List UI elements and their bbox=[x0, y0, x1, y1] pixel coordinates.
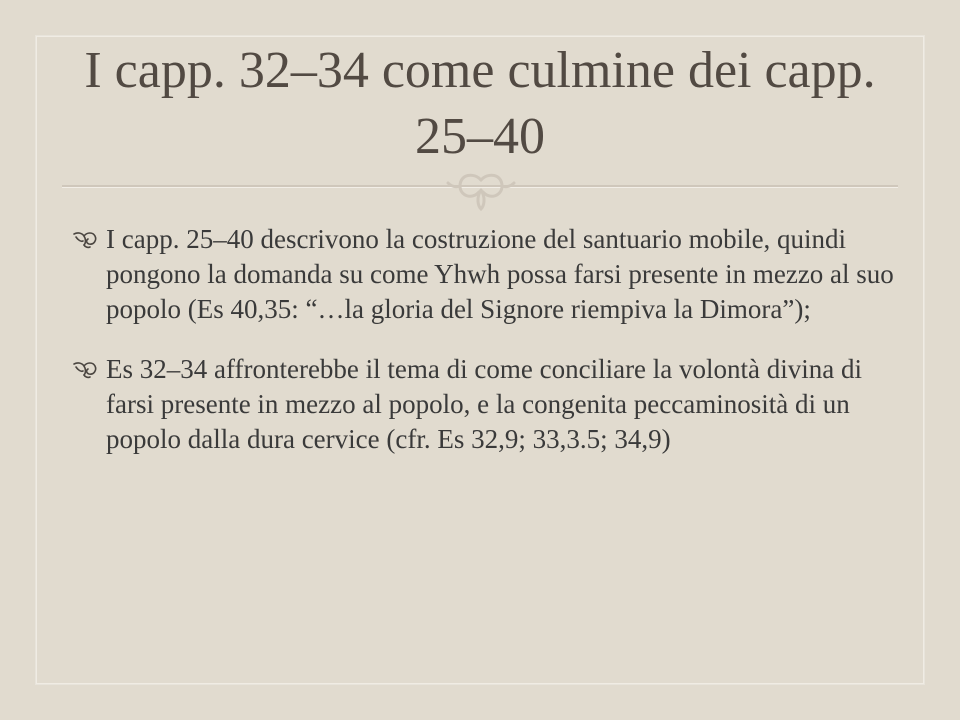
fleuron-icon bbox=[72, 358, 98, 380]
bullet-item-1 bbox=[72, 222, 912, 327]
bullet-text-1: I capp. 25–40 descrivono la costruzione del santuario mobile, quindi pongono la domanda su come Yhwh possa farsi presente in mezzo al suo popolo (Es 40,35: “…la gloria del Signore riempiva la Dimora”); bbox=[106, 224, 894, 324]
bullet-item-2 bbox=[72, 352, 912, 457]
slide-title: I capp. 32–34 come culmine dei capp. 25–40 bbox=[84, 42, 876, 165]
bullet-text-2: Es 32–34 affronterebbe il tema di come conciliare la volontà divina di farsi presente in mezzo al popolo, e la congenita peccaminosità di un popolo dalla dura cervice (cfr. Es 32,9; 33,3.5; 34,9) bbox=[106, 354, 862, 454]
bullet-list bbox=[72, 222, 912, 482]
fleuron-icon bbox=[72, 228, 98, 250]
ornament-icon bbox=[446, 172, 516, 212]
